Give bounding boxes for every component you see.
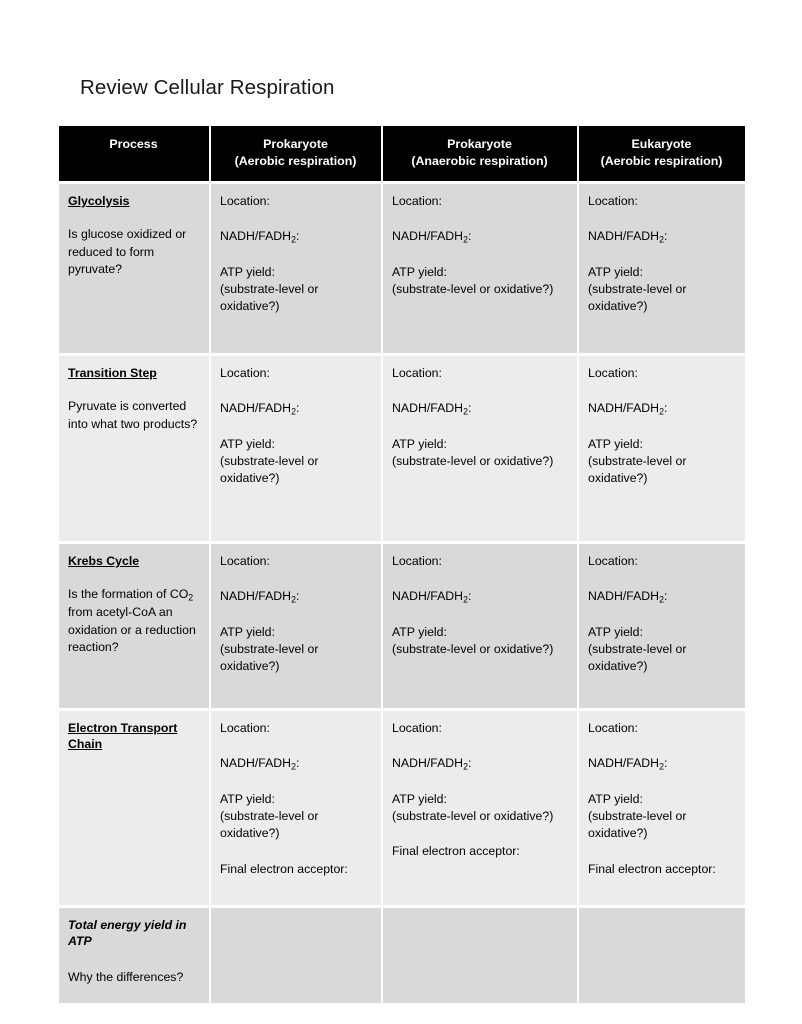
field-final-electron-acceptor: Final electron acceptor: <box>392 844 520 859</box>
field-atp-yield-label: ATP yield: <box>392 437 447 452</box>
field-atp-yield-note: (substrate-level or oxidative?) <box>392 282 554 297</box>
field-nadh-fadh2 <box>588 228 735 246</box>
row-question-part1: Is the formation of CO <box>68 587 189 602</box>
cell-process <box>59 356 209 541</box>
field-nadh-fadh2-label: NADH/FADH <box>220 229 292 244</box>
page-title: Review Cellular Respiration <box>80 76 335 99</box>
field-location: Location: <box>588 721 638 735</box>
field-nadh-fadh2-label: NADH/FADH <box>392 229 464 244</box>
field-location: Location: <box>220 554 270 568</box>
field-atp-yield-label: ATP yield: <box>588 625 643 640</box>
field-nadh-fadh2-subscript: 2 <box>463 406 468 417</box>
cell-process <box>59 184 209 353</box>
field-atp-yield-label: ATP yield: <box>392 625 447 640</box>
field-location: Location: <box>588 554 638 568</box>
field-nadh-fadh2-label: NADH/FADH <box>392 401 464 416</box>
table-row <box>59 908 745 1003</box>
column-header-prokaryote-aerobic <box>211 126 381 181</box>
field-location: Location: <box>392 194 442 208</box>
field-location: Location: <box>220 366 270 380</box>
cell-prokaryote-aerobic <box>211 908 381 1003</box>
cell-eukaryote-aerobic <box>579 184 745 353</box>
field-atp-yield-label: ATP yield: <box>220 792 275 807</box>
field-location: Location: <box>392 721 442 735</box>
field-final-electron-acceptor: Final electron acceptor: <box>220 861 348 876</box>
field-nadh-fadh2-subscript: 2 <box>463 761 468 772</box>
table-row <box>59 356 745 541</box>
field-nadh-fadh2 <box>220 400 371 418</box>
field-nadh-fadh2-colon: : <box>295 401 300 416</box>
field-nadh-fadh2-colon: : <box>295 589 300 604</box>
cell-process <box>59 908 209 1003</box>
cell-eukaryote-aerobic <box>579 711 745 905</box>
row-question <box>68 398 199 433</box>
cell-eukaryote-aerobic <box>579 544 745 708</box>
field-nadh-fadh2-label: NADH/FADH <box>588 589 660 604</box>
field-nadh-fadh2-colon: : <box>663 229 668 244</box>
field-nadh-fadh2-subscript: 2 <box>291 761 296 772</box>
field-nadh-fadh2-label: NADH/FADH <box>588 229 660 244</box>
field-nadh-fadh2 <box>392 400 567 418</box>
field-atp-yield-note: (substrate-level or oxidative?) <box>588 454 687 486</box>
row-question <box>68 586 199 656</box>
row-title: Electron Transport Chain <box>68 721 178 752</box>
field-atp-yield-label: ATP yield: <box>588 792 643 807</box>
field-nadh-fadh2-label: NADH/FADH <box>220 401 292 416</box>
row-question-part1: Is glucose oxidized or reduced to form pyruvate? <box>68 227 187 277</box>
field-nadh-fadh2 <box>392 755 567 773</box>
field-final-electron-acceptor: Final electron acceptor: <box>588 861 716 876</box>
field-nadh-fadh2-colon: : <box>295 756 300 771</box>
column-header-eukaryote-aerobic-line2: (Aerobic respiration) <box>600 153 723 168</box>
field-nadh-fadh2-label: NADH/FADH <box>220 589 292 604</box>
row-question-part1: Pyruvate is converted into what two products? <box>68 399 198 431</box>
field-nadh-fadh2-label: NADH/FADH <box>588 756 660 771</box>
column-header-eukaryote-aerobic <box>579 126 745 181</box>
field-nadh-fadh2 <box>392 228 567 246</box>
row-title: Total energy yield in ATP <box>68 918 187 949</box>
field-nadh-fadh2-subscript: 2 <box>659 234 664 245</box>
field-atp-yield-label: ATP yield: <box>588 265 643 280</box>
field-nadh-fadh2-label: NADH/FADH <box>392 756 464 771</box>
row-title: Transition Step <box>68 366 157 380</box>
cell-prokaryote-aerobic <box>211 711 381 905</box>
cell-process <box>59 711 209 905</box>
field-atp-yield-note: (substrate-level or oxidative?) <box>588 809 687 841</box>
row-question <box>68 226 199 278</box>
field-nadh-fadh2-colon: : <box>467 756 472 771</box>
table-header-row <box>59 126 745 181</box>
field-nadh-fadh2-subscript: 2 <box>463 594 468 605</box>
field-atp-yield <box>392 436 567 470</box>
field-atp-yield <box>220 264 371 316</box>
field-atp-yield <box>392 624 567 658</box>
table-row <box>59 544 745 708</box>
field-atp-yield-note: (substrate-level or oxidative?) <box>392 809 554 824</box>
field-atp-yield-label: ATP yield: <box>588 437 643 452</box>
field-nadh-fadh2-subscript: 2 <box>291 406 296 417</box>
field-atp-yield-note: (substrate-level or oxidative?) <box>220 809 319 841</box>
field-atp-yield <box>588 624 735 676</box>
field-atp-yield <box>220 624 371 676</box>
cell-prokaryote-anaerobic <box>383 711 577 905</box>
field-atp-yield <box>392 264 567 298</box>
field-atp-yield-label: ATP yield: <box>392 792 447 807</box>
field-atp-yield-note: (substrate-level or oxidative?) <box>220 454 319 486</box>
cell-prokaryote-aerobic <box>211 544 381 708</box>
field-nadh-fadh2-subscript: 2 <box>659 761 664 772</box>
field-atp-yield-label: ATP yield: <box>220 265 275 280</box>
field-nadh-fadh2-colon: : <box>663 756 668 771</box>
field-nadh-fadh2-colon: : <box>295 229 300 244</box>
field-nadh-fadh2 <box>588 588 735 606</box>
column-header-prokaryote-anaerobic-line1: Prokaryote <box>447 137 512 151</box>
table-row <box>59 711 745 905</box>
cell-eukaryote-aerobic <box>579 356 745 541</box>
field-atp-yield-note: (substrate-level or oxidative?) <box>220 282 319 314</box>
field-atp-yield-label: ATP yield: <box>220 625 275 640</box>
cell-prokaryote-anaerobic <box>383 356 577 541</box>
cell-eukaryote-aerobic <box>579 908 745 1003</box>
field-nadh-fadh2-label: NADH/FADH <box>392 589 464 604</box>
column-header-prokaryote-aerobic-line1: Prokaryote <box>263 137 328 151</box>
field-atp-yield <box>588 264 735 316</box>
field-nadh-fadh2 <box>588 755 735 773</box>
column-header-prokaryote-aerobic-line2: (Aerobic respiration) <box>234 153 357 168</box>
field-atp-yield-note: (substrate-level or oxidative?) <box>220 642 319 674</box>
row-title: Glycolysis <box>68 194 130 208</box>
field-atp-yield-note: (substrate-level or oxidative?) <box>392 642 554 657</box>
field-atp-yield <box>220 436 371 488</box>
field-atp-yield <box>220 791 371 843</box>
field-nadh-fadh2-label: NADH/FADH <box>220 756 292 771</box>
table-body <box>59 184 745 1003</box>
field-location: Location: <box>588 366 638 380</box>
field-atp-yield <box>588 436 735 488</box>
field-nadh-fadh2-colon: : <box>663 589 668 604</box>
column-header-process <box>59 126 209 181</box>
field-nadh-fadh2 <box>220 588 371 606</box>
field-location: Location: <box>220 194 270 208</box>
field-nadh-fadh2 <box>588 400 735 418</box>
cell-prokaryote-anaerobic <box>383 184 577 353</box>
cell-prokaryote-aerobic <box>211 356 381 541</box>
field-atp-yield-note: (substrate-level or oxidative?) <box>588 642 687 674</box>
field-atp-yield-label: ATP yield: <box>392 265 447 280</box>
field-nadh-fadh2 <box>392 588 567 606</box>
cell-prokaryote-aerobic <box>211 184 381 353</box>
cell-process <box>59 544 209 708</box>
row-question-subscript: 2 <box>188 592 194 603</box>
field-nadh-fadh2-label: NADH/FADH <box>588 401 660 416</box>
column-header-prokaryote-anaerobic <box>383 126 577 181</box>
field-nadh-fadh2-subscript: 2 <box>659 406 664 417</box>
row-question-part2: from acetyl-CoA an oxidation or a reduction reaction? <box>68 605 196 655</box>
field-nadh-fadh2-subscript: 2 <box>291 594 296 605</box>
field-atp-yield-note: (substrate-level or oxidative?) <box>588 282 687 314</box>
column-header-process-line1: Process <box>109 137 158 151</box>
field-nadh-fadh2-colon: : <box>467 589 472 604</box>
field-nadh-fadh2 <box>220 755 371 773</box>
field-location: Location: <box>588 194 638 208</box>
cellular-respiration-table <box>57 123 747 1006</box>
field-atp-yield <box>588 791 735 843</box>
field-nadh-fadh2 <box>220 228 371 246</box>
row-question-part1: Why the differences? <box>68 970 184 985</box>
row-title: Krebs Cycle <box>68 554 140 568</box>
table-header <box>59 126 745 181</box>
column-header-prokaryote-anaerobic-line2: (Anaerobic respiration) <box>411 153 548 168</box>
field-nadh-fadh2-colon: : <box>467 401 472 416</box>
field-nadh-fadh2-subscript: 2 <box>291 234 296 245</box>
table-row <box>59 184 745 353</box>
row-question <box>68 969 199 986</box>
cell-prokaryote-anaerobic <box>383 544 577 708</box>
field-atp-yield-note: (substrate-level or oxidative?) <box>392 454 554 469</box>
field-nadh-fadh2-colon: : <box>663 401 668 416</box>
field-location: Location: <box>220 721 270 735</box>
field-nadh-fadh2-subscript: 2 <box>659 594 664 605</box>
field-nadh-fadh2-subscript: 2 <box>463 234 468 245</box>
field-location: Location: <box>392 366 442 380</box>
field-nadh-fadh2-colon: : <box>467 229 472 244</box>
field-location: Location: <box>392 554 442 568</box>
cell-prokaryote-anaerobic <box>383 908 577 1003</box>
field-atp-yield-label: ATP yield: <box>220 437 275 452</box>
field-atp-yield <box>392 791 567 825</box>
column-header-eukaryote-aerobic-line1: Eukaryote <box>631 137 692 151</box>
